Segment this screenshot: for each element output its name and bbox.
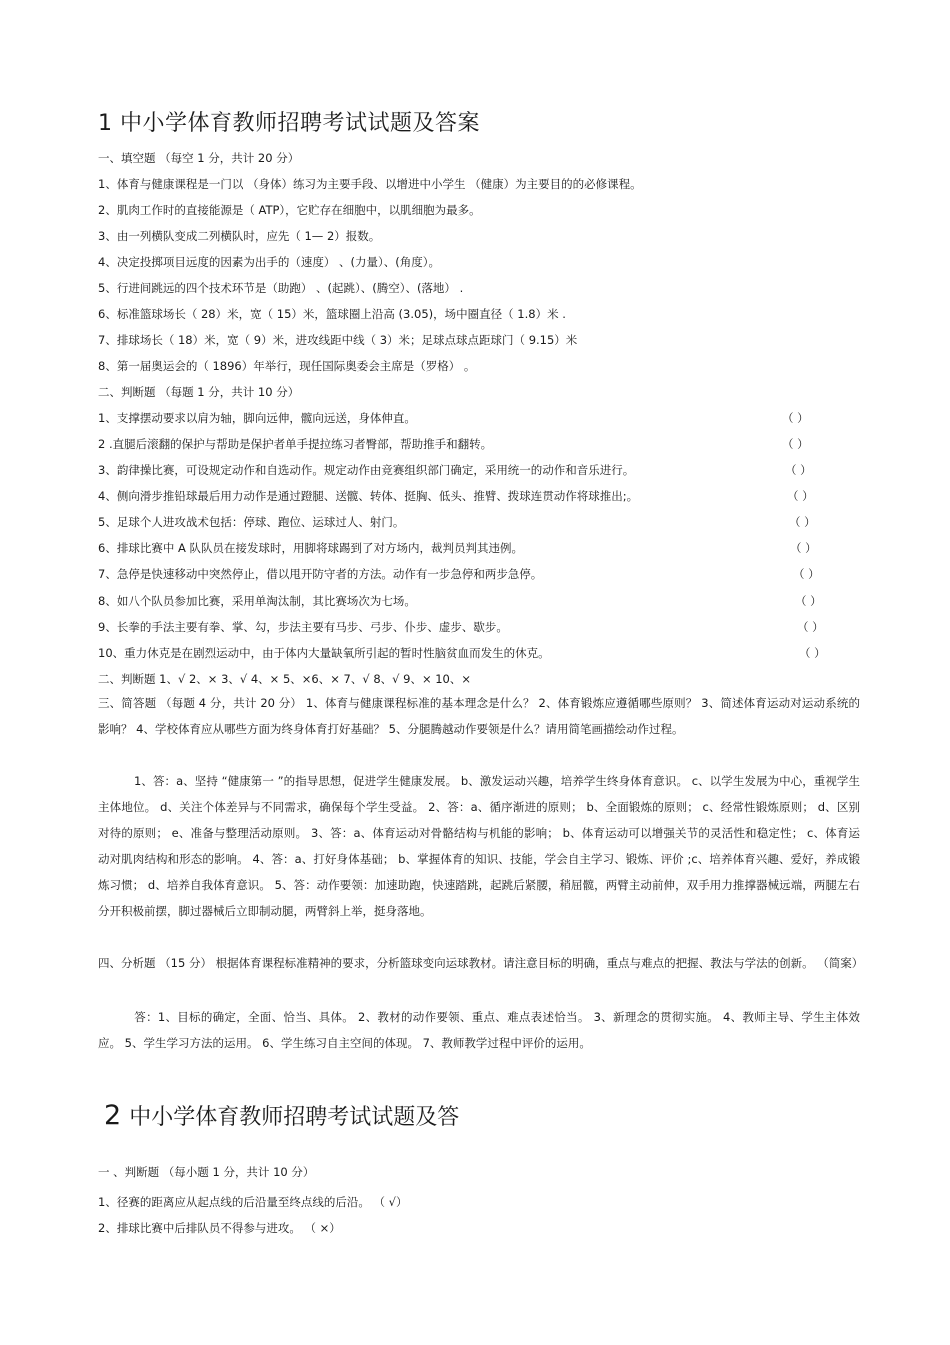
fill-item-5: 5、行进间跳远的四个技术环节是（助跑） 、(起跳）、(腾空）、(落地） . (98, 281, 464, 295)
fill-item-3: 3、由一列横队变成二列横队时，应先（ 1— 2）报数。 (98, 229, 381, 243)
judge-header: 二、判断题 （每题 1 分，共计 10 分） (98, 385, 300, 399)
fill-item-2: 2、肌肉工作时的直接能源是（ ATP），它贮存在细胞中，以肌细胞为最多。 (98, 203, 481, 217)
short-answer-text: 1、答：a、坚持 “健康第一 ”的指导思想，促进学生健康发展。 b、激发运动兴趣，培养学生终身体育意识。 c、以学生发展为中心，重视学生主体地位。 d、关注个体差异与不同需求，确保每个学生受益。 2、答：a、循序渐进的原则； b、全面锻炼的原则； c、经常性锻炼原则； d、区别对待的原则； e、准备与整理活动原则。 3、答：a、体育运动对骨骼结构与机能的影响； b、体育运动可以增强关节的灵活性和稳定性； c、体育运动对肌肉结构和形态的影响。 4、答：a、打好身体基础； b、掌握体育的知识、技能，学会自主学习、锻炼、评价 ;c、培养体育兴趣、爱好，养成锻炼习惯； d、培养自我体育意识。 5、答：动作要领：加速助跑，快速踏跳，起跳后紧腰，稍屈髋，两臂主动前伸，双手用力推撑器械远端，两腿左右分开积极前摆，脚过器械后立即制动腿，两臂斜上举，挺身落地。 (98, 774, 860, 918)
short-answer-questions: 三、简答题 （每题 4 分，共计 20 分） 1、体育与健康课程标准的基本理念是什么？ 2、体育锻炼应遵循哪些原则？ 3、简述体育运动对运动系统的影响？ 4、学校体育应从哪些方面为终身体育打好基础？ 5、分腿腾越动作要领是什么？请用简笔画描绘动作过程。 (98, 696, 860, 736)
section2-item-1: 1、径赛的距离应从起点线的后沿量至终点线的后沿。 （ √） (98, 1195, 408, 1209)
fill-item-8: 8、第一届奥运会的（ 1896）年举行，现任国际奥委会主席是（罗格） 。 (98, 359, 476, 373)
analysis-question: 四、分析题 （15 分） 根据体育课程标准精神的要求，分析篮球变向运球教材。请注意目标的明确，重点与难点的把握、教法与学法的创新。 （简案） (98, 956, 864, 970)
section2-item-2: 2、排球比赛中后排队员不得参与进攻。 （ ×） (98, 1221, 341, 1235)
section2-judge-header: 一 、判断题 （每小题 1 分，共计 10 分） (98, 1165, 315, 1179)
judge-item-1: 1、支撑摆动要求以肩为轴，脚向远伸，髋向远送，身体伸直。 (98, 411, 416, 425)
judge-paren-6: （ ） (790, 541, 817, 555)
section2-title-number: 2 (104, 1100, 122, 1131)
judge-item-9: 9、长拳的手法主要有拳、掌、勾，步法主要有马步、弓步、仆步、虚步、歇步。 (98, 620, 508, 634)
judge-paren-2: （ ） (782, 437, 809, 451)
judge-item-5: 5、足球个人进攻战术包括：停球、跑位、运球过人、射门。 (98, 515, 405, 529)
analysis-answer-text: 答：1、目标的确定，全面、恰当、具体。 2、教材的动作要领、重点、难点表述恰当。 3、新理念的贯彻实施。 4、教师主导、学生主体效应。 5、学生学习方法的运用。 6、学生练习自主空间的体现。 7、教师教学过程中评价的运用。 (98, 1010, 860, 1050)
judge-item-6: 6、排球比赛中 A 队队员在接发球时，用脚将球踢到了对方场内，裁判员判其违例。 (98, 541, 523, 555)
judge-paren-8: （ ） (795, 594, 822, 608)
judge-item-8: 8、如八个队员参加比赛，采用单淘汰制，其比赛场次为七场。 (98, 594, 416, 608)
judge-paren-5: （ ） (789, 515, 816, 529)
judge-paren-3: （ ） (785, 463, 812, 477)
section2-title-text: 中小学体育教师招聘考试试题及答 (129, 1105, 460, 1130)
judge-paren-7: （ ） (793, 567, 820, 581)
fill-item-1: 1、体育与健康课程是一门以 （身体）练习为主要手段、以增进中小学生 （健康）为主要目的的必修课程。 (98, 177, 642, 191)
judge-item-3: 3、韵律操比赛，可设规定动作和自选动作。规定动作由竞赛组织部门确定，采用统一的动作和音乐进行。 (98, 463, 635, 477)
judge-item-7: 7、急停是快速移动中突然停止，借以甩开防守者的方法。动作有一步急停和两步急停。 (98, 567, 543, 581)
judge-item-10: 10、重力休克是在剧烈运动中，由于体内大量缺氧所引起的暂时性脑贫血而发生的休克。 (98, 646, 550, 660)
analysis-answer (98, 1004, 860, 1056)
judge-item-4: 4、侧向滑步推铅球最后用力动作是通过蹬腿、送髋、转体、挺胸、低头、推臂、拨球连贯动作将球推出;。 (98, 489, 639, 503)
judge-paren-1: （ ） (782, 411, 809, 425)
judge-paren-10: （ ） (799, 646, 826, 660)
short-answer-answers (98, 768, 860, 924)
judge-item-2: 2 .直腿后滚翻的保护与帮助是保护者单手提拉练习者臀部，帮助推手和翻转。 (98, 437, 493, 451)
section1-title: 1 中小学体育教师招聘考试试题及答案 (98, 111, 480, 136)
fill-item-6: 6、标准篮球场长（ 28）米，宽（ 15）米，篮球圈上沿高 (3.05)，场中圈直径（ 1.8）米 . (98, 307, 566, 321)
judge-paren-9: （ ） (797, 620, 824, 634)
fill-item-4: 4、决定投掷项目远度的因素为出手的（速度） 、(力量）、(角度）。 (98, 255, 440, 269)
judge-answer: 二、判断题 1、√ 2、× 3、√ 4、× 5、×6、× 7、√ 8、√ 9、× 10、× (98, 672, 472, 686)
section2-title (104, 1100, 459, 1131)
judge-paren-4: （ ） (787, 489, 814, 503)
fill-header: 一、填空题 （每空 1 分，共计 20 分） (98, 151, 300, 165)
fill-item-7: 7、排球场长（ 18）米，宽（ 9）米，进攻线距中线（ 3）米；足球点球点距球门（ 9.15）米 (98, 333, 578, 347)
